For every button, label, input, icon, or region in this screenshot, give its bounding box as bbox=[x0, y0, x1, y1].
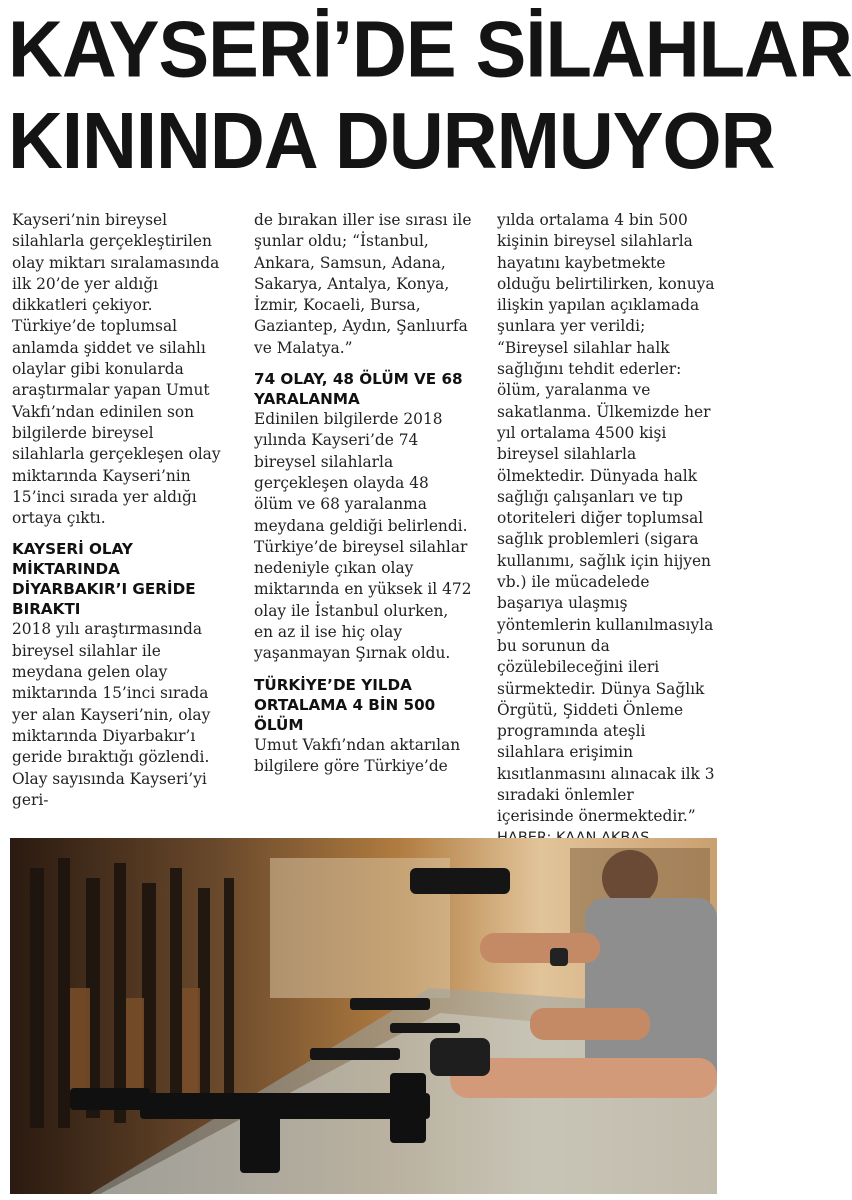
subheading: 74 OLAY, 48 ÖLÜM VE 68 YARALANMA bbox=[254, 370, 463, 409]
article-column-1 bbox=[12, 210, 230, 811]
headline-line-2: KININDA DURMUYOR bbox=[8, 96, 775, 187]
body-paragraph: 2018 yılı araştırmasında bireysel silahlar ile meydana gelen olay miktarında 15’inci sırada yer alan Kayseri’nin, olay miktarında Diyarbakır’ı geride bıraktığı gözlendi. Olay sayısında Kayseri’yi geri- bbox=[12, 620, 211, 809]
article-column-2 bbox=[254, 210, 472, 777]
gun-shop-photo bbox=[10, 838, 717, 1194]
body-paragraph: yılda ortalama 4 bin 500 kişinin bireysel silahlarla hayatını kaybetmekte olduğu belirtilirken, konuya ilişkin yapılan açıklamada şunlara yer verildi; “Bireysel silahlar halk sağlığını tehdit ederler: ölüm, yaralanma ve sakatlanma. Ülkemizde her yıl ortalama 4500 kişi bireysel silahlarla ölmektedir. Dünyada halk sağlığı çalışanları ve tıp otoriteleri diğer toplumsal sağlık problemleri (sigara kullanımı, sağlık için hijyen vb.) ile mücadelede başarıya ulaşmış yöntemlerin kullanılmasıyla bu sorunun da çözülebileceğini ileri sürmektedir. Dünya Sağlık Örgütü, Şiddeti Önleme programında ateşli silahlara erişimin kısıtlanmasını alınacak ilk 3 sıradaki önlemler içerisinde önermektedir.” bbox=[497, 211, 715, 826]
article-column-3 bbox=[497, 210, 715, 849]
subheading: TÜRKİYE’DE YILDA ORTALAMA 4 BİN 500 ÖLÜM bbox=[254, 675, 436, 734]
body-paragraph: de bırakan iller ise sırası ile şunlar oldu; “İstanbul, Ankara, Samsun, Adana, Sakarya, Antalya, Konya, İzmir, Kocaeli, Bursa, Gaziantep, Aydın, Şanlıurfa ve Malatya.” bbox=[254, 211, 472, 357]
body-paragraph: Umut Vakfı’ndan aktarılan bilgilere göre Türkiye’de bbox=[254, 735, 461, 775]
body-paragraph: Türkiye’de toplumsal anlamda şiddet ve silahlı olaylar gibi konularda araştırmalar yapan Umut Vakfı’ndan edinilen son bilgilerde bireysel silahlarla gerçekleşen olay miktarında Kayseri’nin 15’inci sırada yer aldığı ortaya çıktı. bbox=[12, 317, 221, 528]
body-paragraph: Edinilen bilgilerde 2018 yılında Kayseri’de 74 bireysel silahlarla gerçekleşen olayda 48 ölüm ve 68 yaralanma meydana geldiği belirlendi. Türkiye’de bireysel silahlar nedeniyle çıkan olay miktarında en yüksek il 472 olay ile İstanbul olurken, en az il ise hiç olay yaşanmayan Şırnak oldu. bbox=[254, 410, 472, 663]
gun-shop-illustration bbox=[10, 838, 717, 1194]
headline-line-1: KAYSERİ’DE SİLAHLAR bbox=[8, 4, 852, 95]
subheading: KAYSERİ OLAY MİKTARINDA DİYARBAKIR’I GERİDE BIRAKTI bbox=[12, 540, 196, 619]
headline bbox=[8, 4, 852, 188]
intro-paragraph: Kayseri’nin bireysel silahlarla gerçekleştirilen olay miktarı sıralamasında ilk 20’de yer aldığı dikkatleri çekiyor. bbox=[12, 211, 220, 315]
